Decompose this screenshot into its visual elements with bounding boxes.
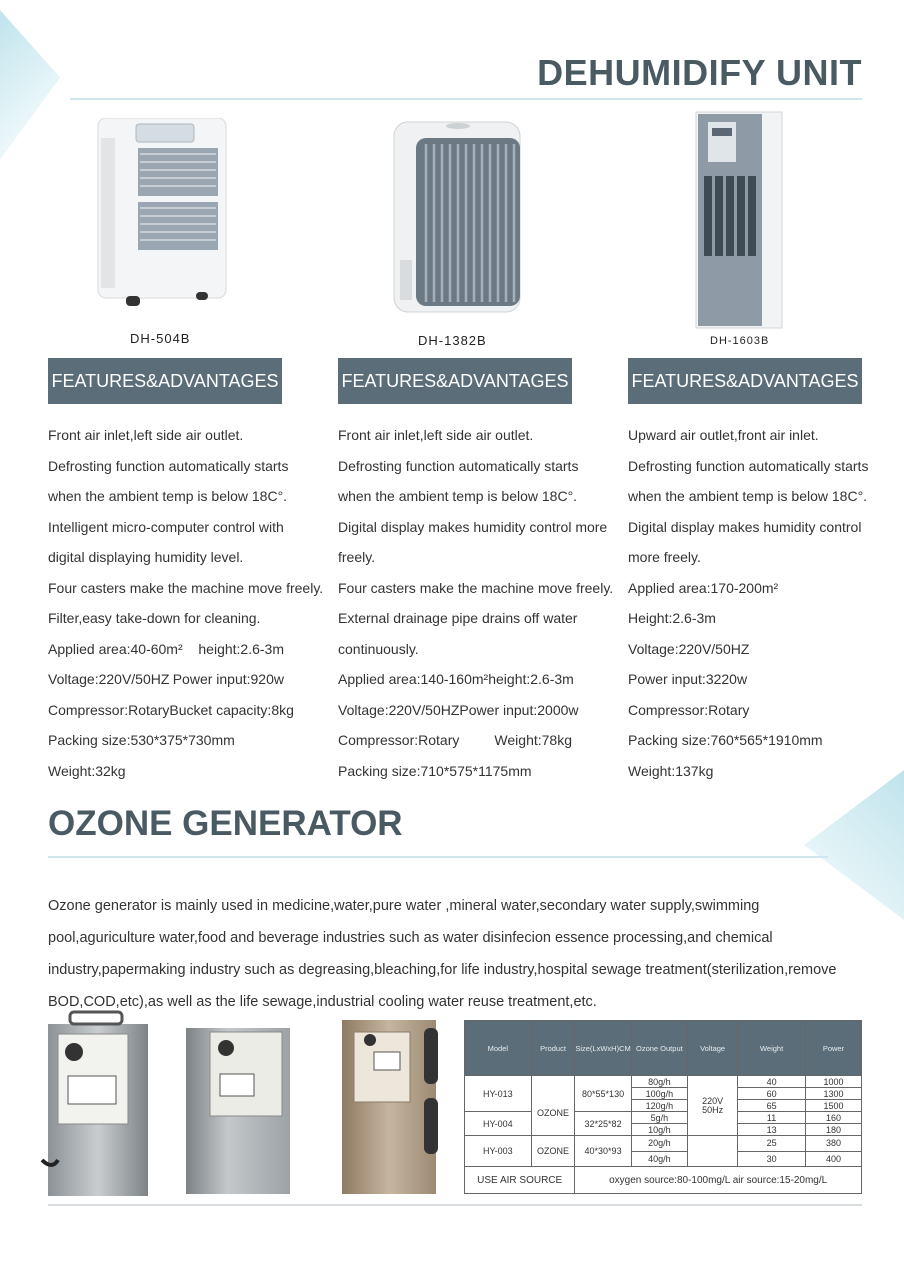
cell-power: 380 bbox=[805, 1136, 861, 1152]
cell-model: HY-013 bbox=[465, 1076, 532, 1112]
cell-power: 400 bbox=[805, 1151, 861, 1167]
feature-line: Height:2.6-3m bbox=[628, 610, 716, 626]
feature-line: Packing size:710*575*1175mm bbox=[338, 762, 532, 779]
table-row bbox=[465, 1136, 862, 1152]
feature-line: Front air inlet,left side air outlet. bbox=[48, 427, 244, 443]
feature-line: Voltage:220V/50HZ Power input:2000w bbox=[338, 701, 579, 718]
feature-line: Upward air outlet,front air inlet. bbox=[628, 427, 819, 443]
model-label-dh1603b: DH-1603B bbox=[710, 335, 770, 347]
features-list-1 bbox=[48, 420, 324, 786]
cell-product: OZONE bbox=[531, 1136, 575, 1167]
feature-line: Weight:32kg bbox=[48, 762, 126, 779]
feature-line: Power input:3220w bbox=[628, 671, 748, 687]
corner-decoration bbox=[0, 10, 60, 160]
cell-weight: 65 bbox=[738, 1100, 806, 1112]
header-size: Size(LxWxH)CM bbox=[575, 1021, 631, 1076]
section-title-dehumidify: DEHUMIDIFY UNIT bbox=[537, 52, 862, 93]
features-badge-1: FEATURES&ADVANTAGES bbox=[48, 358, 282, 404]
feature-line: when the ambient temp is below 18C°. bbox=[48, 488, 288, 504]
feature-line: Filter,easy take-down for cleaning. bbox=[48, 610, 261, 626]
cell-weight: 25 bbox=[738, 1136, 806, 1152]
header-voltage: Voltage bbox=[687, 1021, 737, 1076]
cell-voltage: 220V 50Hz bbox=[687, 1076, 737, 1136]
feature-line: Compressor:Rotary bbox=[628, 701, 750, 718]
dehumidifier-dh504b-image bbox=[96, 118, 230, 308]
cell-product: OZONE bbox=[531, 1076, 575, 1136]
dehumidifier-dh1603b-image bbox=[694, 110, 784, 330]
feature-line: Packing size:760*565*1910mm bbox=[628, 732, 823, 748]
ozone-generator-image-1 bbox=[40, 1010, 152, 1198]
feature-line: Four casters make the machine move freely. bbox=[338, 579, 614, 596]
features-list-3 bbox=[628, 420, 868, 786]
feature-line: Digital display makes humidity control bbox=[628, 518, 862, 535]
header-ozone-output: Ozone Output bbox=[631, 1021, 687, 1076]
cell-output: 20g/h bbox=[631, 1136, 687, 1152]
cell-output: 10g/h bbox=[631, 1124, 687, 1136]
feature-line: Weight:137kg bbox=[628, 762, 714, 779]
dehumidifier-dh1382b-image bbox=[392, 120, 524, 316]
cell-output: 5g/h bbox=[631, 1112, 687, 1124]
feature-line: more freely. bbox=[628, 549, 701, 565]
ozone-title-rule bbox=[48, 856, 828, 858]
cell-power: 1500 bbox=[805, 1100, 861, 1112]
cell-model: HY-004 bbox=[465, 1112, 532, 1136]
feature-line: when the ambient temp is below 18C°. bbox=[628, 488, 868, 504]
feature-line: Front air inlet,left side air outlet. bbox=[338, 427, 534, 443]
feature-line: Voltage:220V/50HZ bbox=[628, 640, 750, 657]
feature-line: Defrosting function automatically starts bbox=[48, 457, 289, 474]
feature-line: Compressor:Rotary Bucket capacity:8kg bbox=[48, 701, 294, 718]
table-row bbox=[465, 1112, 862, 1124]
feature-line: Applied area:140-160m² height:2.6-3m bbox=[338, 671, 574, 687]
feature-line: freely. bbox=[338, 549, 376, 565]
model-label-dh1382b: DH-1382B bbox=[418, 333, 487, 348]
cell-output: 100g/h bbox=[631, 1088, 687, 1100]
title-rule bbox=[70, 98, 862, 100]
cell-power: 180 bbox=[805, 1124, 861, 1136]
table-header-row bbox=[465, 1021, 862, 1076]
feature-line: Defrosting function automatically starts bbox=[338, 457, 579, 474]
ozone-spec-table bbox=[464, 1020, 862, 1194]
feature-line: Defrosting function automatically starts bbox=[628, 457, 869, 474]
ozone-description: Ozone generator is mainly used in medicine,water,pure water ,mineral water,secondary water supply,swimming pool,aguriculture water,food and beverage industries such as water disinfecion essence processing,and chemical industry,papermaking industry such as degreasing,bleaching,for life industry,hospital sewage treatment(sterilization,remove BOD,COD,etc),as well as the life sewage,industrial cooling water reuse treatment,etc. bbox=[48, 898, 837, 1010]
features-badge-3: FEATURES&ADVANTAGES bbox=[628, 358, 862, 404]
feature-line: Applied area:170-200m² bbox=[628, 579, 779, 596]
feature-line: Digital display makes humidity control more bbox=[338, 518, 608, 535]
header-weight: Weight bbox=[738, 1021, 806, 1076]
cell-output: 40g/h bbox=[631, 1151, 687, 1167]
table-footer-row bbox=[465, 1167, 862, 1194]
footer-air-source: USE AIR SOURCE bbox=[465, 1167, 575, 1194]
feature-line: Four casters make the machine move freely. bbox=[48, 579, 324, 596]
cell-size: 80*55*130 bbox=[575, 1076, 631, 1112]
cell-power: 1300 bbox=[805, 1088, 861, 1100]
feature-line: continuously. bbox=[338, 640, 419, 657]
cell-weight: 60 bbox=[738, 1088, 806, 1100]
cell-weight: 40 bbox=[738, 1076, 806, 1088]
feature-line: External drainage pipe drains off water bbox=[338, 610, 578, 626]
feature-line: digital displaying humidity level. bbox=[48, 549, 244, 565]
features-badge-2: FEATURES&ADVANTAGES bbox=[338, 358, 572, 404]
features-list-2 bbox=[338, 420, 614, 786]
header-model: Model bbox=[465, 1021, 532, 1076]
cell-size: 40*30*93 bbox=[575, 1136, 631, 1167]
bottom-rule bbox=[48, 1204, 862, 1206]
cell-size: 32*25*82 bbox=[575, 1112, 631, 1136]
cell-model: HY-003 bbox=[465, 1136, 532, 1167]
footer-source-values: oxygen source:80-100mg/L air source:15-20mg/L bbox=[575, 1167, 862, 1194]
cell-weight: 11 bbox=[738, 1112, 806, 1124]
cell-voltage-blank bbox=[687, 1136, 737, 1167]
feature-line: Compressor:Rotary Weight:78kg bbox=[338, 732, 572, 748]
feature-line: Applied area:40-60m² height:2.6-3m bbox=[48, 640, 284, 657]
model-label-dh504b: DH-504B bbox=[130, 331, 191, 346]
table-row bbox=[465, 1076, 862, 1088]
feature-line: when the ambient temp is below 18C°. bbox=[338, 488, 578, 504]
ozone-generator-image-2 bbox=[182, 1024, 294, 1196]
feature-line: Intelligent micro-computer control with bbox=[48, 518, 284, 535]
cell-output: 80g/h bbox=[631, 1076, 687, 1088]
cell-output: 120g/h bbox=[631, 1100, 687, 1112]
feature-line: Packing size:530*375*730mm bbox=[48, 732, 235, 748]
header-product: Product bbox=[531, 1021, 575, 1076]
section-title-ozone: OZONE GENERATOR bbox=[48, 804, 403, 843]
header-power: Power bbox=[805, 1021, 861, 1076]
feature-line: Voltage:220V/50HZ Power input:920w bbox=[48, 671, 284, 687]
ozone-generator-image-3 bbox=[338, 1018, 440, 1198]
cell-weight: 13 bbox=[738, 1124, 806, 1136]
cell-power: 160 bbox=[805, 1112, 861, 1124]
cell-power: 1000 bbox=[805, 1076, 861, 1088]
cell-weight: 30 bbox=[738, 1151, 806, 1167]
